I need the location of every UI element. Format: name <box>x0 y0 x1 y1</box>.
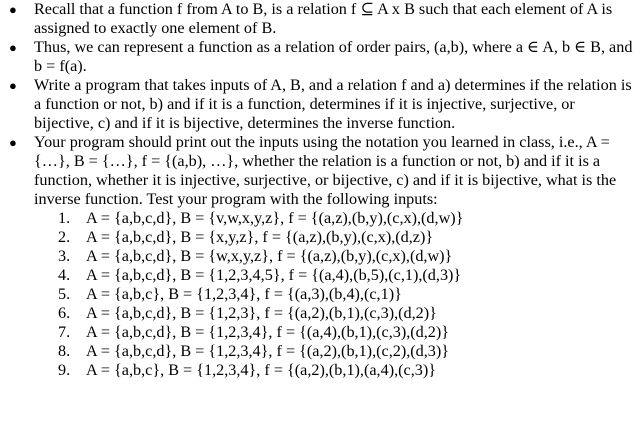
bullet-icon: ● <box>9 40 17 55</box>
bullet-text: Your program should print out the inputs using the notation you learned in class, i.e., A = {…}, B = {…}, f = {(a,b), …}, whether the relation is a function or not, b) and if it is a function, whether it is injective, surjective, or bijective, c) and if it is bijective, what is the inverse function. Test your program with the following inputs: <box>34 133 617 208</box>
test-input-item <box>0 209 635 228</box>
bullet-item-relation-pairs <box>0 38 641 76</box>
test-input-list <box>0 209 635 380</box>
test-input-number: 6. <box>58 304 71 322</box>
test-input-number: 2. <box>58 228 71 246</box>
test-input-number: 7. <box>58 323 71 341</box>
test-input-text: A = {a,b,c}, B = {1,2,3,4}, f = {(a,2),(b,1),(a,4),(c,3)} <box>86 361 437 379</box>
test-input-item <box>0 342 635 361</box>
test-input-text: A = {a,b,c,d}, B = {1,2,3,4}, f = {(a,4),(b,1),(c,3),(d,2)} <box>86 323 450 341</box>
test-input-item <box>0 361 635 380</box>
test-input-number: 1. <box>58 209 71 227</box>
test-input-text: A = {a,b,c,d}, B = {1,2,3,4}, f = {(a,2),(b,1),(c,2),(d,3)} <box>86 342 450 360</box>
test-input-number: 3. <box>58 247 71 265</box>
bullet-item-print-instructions <box>0 133 641 380</box>
bullet-icon: ● <box>9 135 17 150</box>
bullet-icon: ● <box>9 78 17 93</box>
test-input-number: 8. <box>58 342 71 360</box>
bullet-icon: ● <box>9 2 17 17</box>
test-input-text: A = {a,b,c,d}, B = {w,x,y,z}, f = {(a,z),(b,y),(c,x),(d,w)} <box>86 247 453 265</box>
test-input-item <box>0 323 635 342</box>
bullet-text: Write a program that takes inputs of A, B, and a relation f and a) determines if the relation is a function or not, b) and if it is a function, determines if it is injective, surjective, or bijective, c) and if it is bijective, determines the inverse function. <box>34 76 632 132</box>
bullet-item-program-task <box>0 76 641 133</box>
test-input-item <box>0 266 635 285</box>
bullet-text: Thus, we can represent a function as a relation of order pairs, (a,b), where a ∈ A, b ∈ B, and b = f(a). <box>34 38 633 75</box>
test-input-number: 4. <box>58 266 71 284</box>
test-input-text: A = {a,b,c,d}, B = {1,2,3,4,5}, f = {(a,4),(b,5),(c,1),(d,3)} <box>86 266 462 284</box>
test-input-text: A = {a,b,c,d}, B = {1,2,3}, f = {(a,2),(b,1),(c,3),(d,2)} <box>86 304 437 322</box>
test-input-text: A = {a,b,c,d}, B = {v,w,x,y,z}, f = {(a,z),(b,y),(c,x),(d,w)} <box>86 209 464 227</box>
test-input-item <box>0 304 635 323</box>
test-input-number: 5. <box>58 285 71 303</box>
test-input-text: A = {a,b,c}, B = {1,2,3,4}, f = {(a,3),(b,4),(c,1)} <box>86 285 402 303</box>
test-input-text: A = {a,b,c,d}, B = {x,y,z}, f = {(a,z),(b,y),(c,x),(d,z)} <box>86 228 434 246</box>
test-input-item <box>0 228 635 247</box>
test-input-item <box>0 247 635 266</box>
bullet-text: Recall that a function f from A to B, is a relation f ⊆ A x B such that each element of A is assigned to exactly one element of B. <box>34 0 613 37</box>
bullet-item-function-definition <box>0 0 641 38</box>
test-input-item <box>0 285 635 304</box>
test-input-number: 9. <box>58 361 71 379</box>
